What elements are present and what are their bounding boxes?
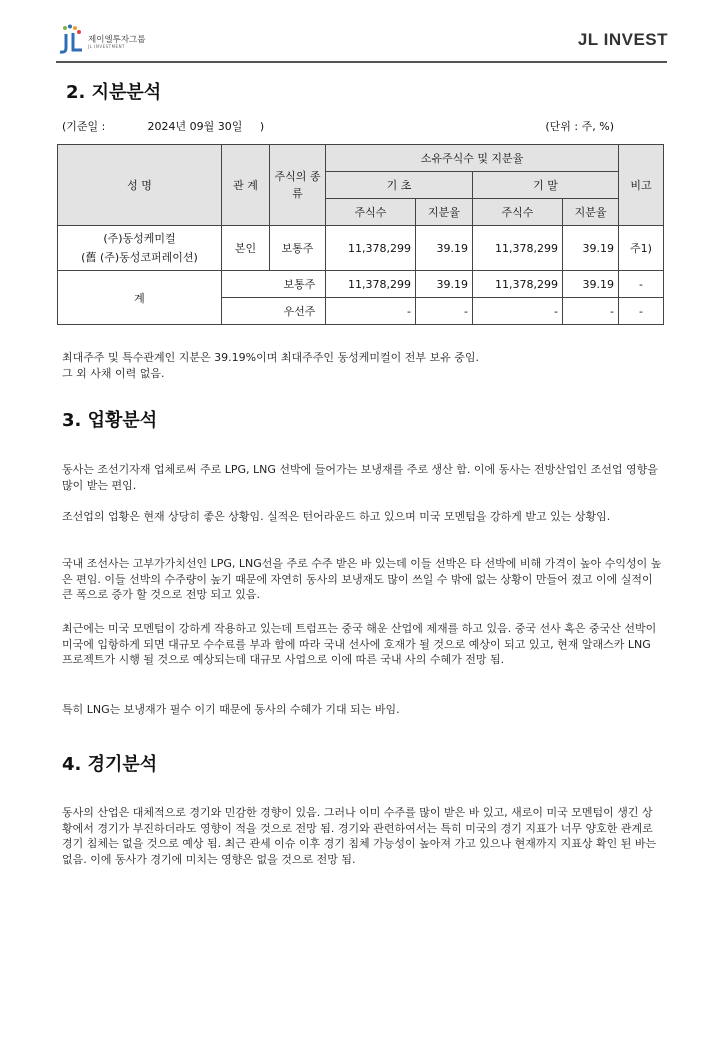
total-common-note: - xyxy=(619,271,664,298)
industry-paragraph-4: 최근에는 미국 모멘텀이 강하게 작용하고 있는데 트럼프는 중국 해운 산업에 제재를 하고 있음. 중국 선사 혹은 중국산 선박이 미국에 입항하게 되면 대규모 수수료를 부과 함에 따라 국내 선사에 호재가 될 것으로 예상이 되고 있고, 현재 알래스카 LNG 프로젝트가 시행 될 것으로 예상되는데 대규모 사업으로 이에 따른 국내 사의 수혜가 전망 됨. xyxy=(62,622,657,666)
base-date-close: ) xyxy=(259,120,265,133)
shares-begin: 11,378,299 xyxy=(326,226,416,271)
total-pref-shares-begin: - xyxy=(326,298,416,325)
base-date xyxy=(62,118,264,134)
header-stock-type: 주식의 종류 xyxy=(270,145,326,226)
header-shares-end: 주식수 xyxy=(473,199,563,226)
holder-name xyxy=(58,226,222,271)
total-pref-ratio-end: - xyxy=(563,298,619,325)
ratio-end: 39.19 xyxy=(563,226,619,271)
jl-logo-icon xyxy=(56,24,86,56)
header-begin: 기 초 xyxy=(326,172,473,199)
total-pref-note: - xyxy=(619,298,664,325)
economy-paragraph: 동사의 산업은 대체적으로 경기와 민감한 경향이 있음. 그러나 이미 수주를 많이 받은 바 있고, 새로이 미국 모멘텀이 생긴 상황에서 경기가 부진하더라도 영향이 적을 것으로 전망 됨. 경기와 관련하여서는 특히 미국의 경기 지표가 너무 양호한 관계로 경기 침체는 없을 것으로 예상 됨. 최근 관세 이슈 이후 경기 침체 가능성이 높아져 가고 있으나 현재까지 지표상 확인 된 바는 없음. 이에 동사가 경기에 미치는 영향은 없을 것으로 전망 됨. xyxy=(62,806,657,866)
shares-end: 11,378,299 xyxy=(473,226,563,271)
total-pref-ratio-begin: - xyxy=(416,298,473,325)
unit-label: (단위 : 주, %) xyxy=(545,120,614,133)
total-common-shares-begin: 11,378,299 xyxy=(326,271,416,298)
total-label: 계 xyxy=(58,271,222,325)
shareholder-note xyxy=(62,350,662,381)
equity-table xyxy=(57,144,664,325)
logo-text: 제이엘투자그룹 xyxy=(88,35,146,45)
page-header xyxy=(0,0,720,66)
company-logo xyxy=(56,24,176,58)
base-date-value: 2024년 09월 30일 xyxy=(147,120,243,133)
ratio-begin: 39.19 xyxy=(416,226,473,271)
header-ratio-begin: 지분율 xyxy=(416,199,473,226)
base-date-label: (기준일 : xyxy=(62,120,106,133)
header-shares-begin: 주식수 xyxy=(326,199,416,226)
header-holding: 소유주식수 및 지분율 xyxy=(326,145,619,172)
section-4-title: 4. 경기분석 xyxy=(62,754,158,775)
header-name: 성 명 xyxy=(58,145,222,226)
holder-relation: 본인 xyxy=(222,226,270,271)
section-2-title: 2. 지분분석 xyxy=(66,82,162,103)
table-row xyxy=(58,226,664,271)
holder-name-line2: (舊 (주)동성코퍼레이션) xyxy=(81,251,198,264)
table-row xyxy=(58,271,664,298)
header-end: 기 말 xyxy=(473,172,619,199)
holder-stock-type: 보통주 xyxy=(270,226,326,271)
brand-name: JL INVEST xyxy=(577,30,668,49)
header-note: 비고 xyxy=(619,145,664,226)
holder-name-line1: (주)동성케미컬 xyxy=(103,232,176,245)
header-relation: 관 계 xyxy=(222,145,270,226)
section-3-title: 3. 업황분석 xyxy=(62,410,158,431)
total-common-type: 보통주 xyxy=(222,271,326,298)
total-pref-type: 우선주 xyxy=(222,298,326,325)
holder-note: 주1) xyxy=(619,226,664,271)
industry-paragraph-3: 국내 조선사는 고부가가치선인 LPG, LNG선을 주로 수주 받은 바 있는데 이들 선박은 타 선박에 비해 가격이 높아 수익성이 높은 편임. 이들 선박의 수주량이 높기 때문에 자연히 동사의 보냉재도 많이 쓰일 수 밖에 없는 상황이 만들어 졌고 이에 실적이 큰 폭으로 증가 할 것으로 전망 되고 있음. xyxy=(62,557,662,601)
logo-subtext: JL INVESTMENT xyxy=(88,44,126,49)
shareholder-note-line1: 최대주주 및 특수관계인 지분은 39.19%이며 최대주주인 동성케미컬이 전부 보유 중임. xyxy=(62,351,479,364)
industry-paragraph-1: 동사는 조선기자재 업체로써 주로 LPG, LNG 선박에 들어가는 보냉재를 주로 생산 함. 이에 동사는 전방산업인 조선업 영향을 많이 받는 편임. xyxy=(62,463,658,492)
shareholder-note-line2: 그 외 사채 이력 없음. xyxy=(62,366,165,380)
total-common-shares-end: 11,378,299 xyxy=(473,271,563,298)
industry-paragraph-2: 조선업의 업황은 현재 상당히 좋은 상황임. 실적은 턴어라운드 하고 있으며 미국 모멘텀을 강하게 받고 있는 상황임. xyxy=(62,510,611,523)
industry-paragraph-5: 특히 LNG는 보냉재가 필수 이기 때문에 동사의 수혜가 기대 되는 바임. xyxy=(62,703,400,716)
header-divider xyxy=(56,61,667,63)
total-common-ratio-begin: 39.19 xyxy=(416,271,473,298)
total-pref-shares-end: - xyxy=(473,298,563,325)
total-common-ratio-end: 39.19 xyxy=(563,271,619,298)
header-ratio-end: 지분율 xyxy=(563,199,619,226)
